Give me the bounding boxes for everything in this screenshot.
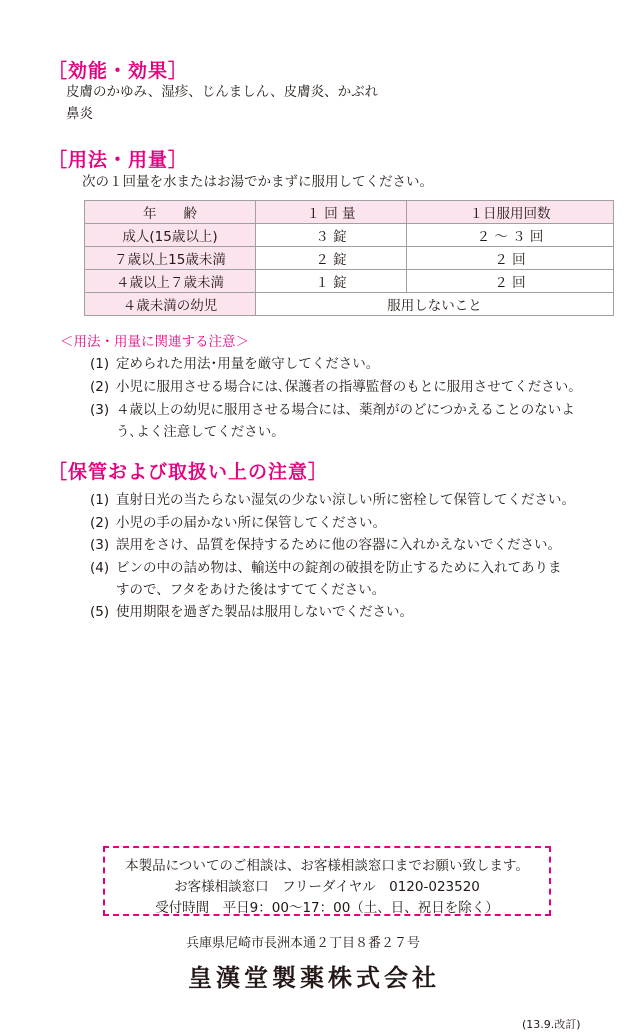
item-text: ビンの中の詰め物は、輸送中の錠剤の破損を防止するために入れてありま	[116, 560, 562, 576]
dosage-once: ３ 錠	[256, 224, 407, 247]
item-number: (3)	[90, 537, 110, 553]
dosage-age: ４歳未満の幼児	[85, 293, 256, 316]
storage-item-1	[90, 488, 575, 508]
item-text: 小児の手の届かない所に保管してください。	[116, 515, 386, 531]
item-text: 誤用をさけ、品質を保持するために他の容器に入れかえないでください。	[116, 537, 561, 553]
item-number: (4)	[90, 560, 110, 576]
dosage-daily: ２ ～ ３ 回	[407, 224, 614, 247]
contact-line-2: お客様相談窓口 フリーダイヤル 0120-023520	[174, 879, 480, 895]
dosage-age: ４歳以上７歳未満	[85, 270, 256, 293]
efficacy-line-2: 鼻炎	[66, 106, 93, 122]
efficacy-heading: ［効能・効果］	[48, 60, 189, 82]
note-number: (2)	[90, 379, 110, 395]
storage-item-3	[90, 533, 561, 553]
dosage-daily: ２ 回	[407, 247, 614, 270]
dosage-intro: 次の１回量を水またはお湯でかまずに服用してください。	[82, 174, 433, 190]
contact-line-1: 本製品についてのご相談は、お客様相談窓口までお願い致します。	[125, 858, 529, 874]
dosage-header-once: １ 回 量	[256, 201, 407, 224]
note-number: (1)	[90, 356, 110, 372]
dosage-age: 成人(15歳以上)	[85, 224, 256, 247]
dosage-note-3-cont: う､よく注意してください。	[116, 424, 285, 440]
storage-item-4-cont: すので、フタをあけた後はすててください。	[116, 582, 386, 598]
dosage-merged-note: 服用しないこと	[256, 293, 614, 316]
item-number: (5)	[90, 604, 110, 620]
dosage-table-header-row	[85, 201, 614, 224]
note-number: (3)	[90, 402, 110, 418]
item-number: (1)	[90, 492, 110, 508]
dosage-table	[84, 200, 614, 316]
dosage-header-age: 年 齢	[85, 201, 256, 224]
storage-heading: ［保管および取扱い上の注意］	[48, 461, 329, 483]
note-text: 定められた用法･用量を厳守してください。	[116, 356, 380, 372]
item-text: 直射日光の当たらない湿気の少ない涼しい所に密栓して保管してください。	[116, 492, 575, 508]
efficacy-line-1: 皮膚のかゆみ、湿疹、じんましん、皮膚炎、かぶれ	[66, 84, 379, 100]
storage-item-2	[90, 511, 386, 531]
table-row	[85, 224, 614, 247]
storage-item-4	[90, 556, 562, 576]
contact-box	[103, 846, 551, 916]
dosage-once: １ 錠	[256, 270, 407, 293]
dosage-note-3	[90, 398, 575, 418]
item-number: (2)	[90, 515, 110, 531]
dosage-daily: ２ 回	[407, 270, 614, 293]
note-text: ４歳以上の幼児に服用させる場合には、薬剤がのどにつかえることのないよ	[116, 402, 575, 418]
dosage-header-daily: １日服用回数	[407, 201, 614, 224]
table-row	[85, 247, 614, 270]
company-address: 兵庫県尼崎市長洲本通２丁目８番２７号	[186, 936, 421, 951]
storage-item-5	[90, 600, 413, 620]
dosage-age: ７歳以上15歳未満	[85, 247, 256, 270]
contact-line-3: 受付時間 平日9：00～17：00（土、日、祝日を除く）	[155, 900, 499, 916]
dosage-note-2	[90, 375, 582, 395]
table-row	[85, 270, 614, 293]
company-name: 皇漢堂製薬株式会社	[188, 964, 440, 992]
dosage-note-1	[90, 352, 379, 372]
revision-note: (13.9.改訂)	[522, 1018, 581, 1031]
dosage-once: ２ 錠	[256, 247, 407, 270]
table-row	[85, 293, 614, 316]
dosage-notes-heading: ＜用法・用量に関連する注意＞	[60, 334, 249, 350]
item-text: 使用期限を過ぎた製品は服用しないでください。	[116, 604, 413, 620]
note-text: 小児に服用させる場合には､保護者の指導監督のもとに服用させてください。	[116, 379, 582, 395]
dosage-heading: ［用法・用量］	[48, 149, 189, 171]
